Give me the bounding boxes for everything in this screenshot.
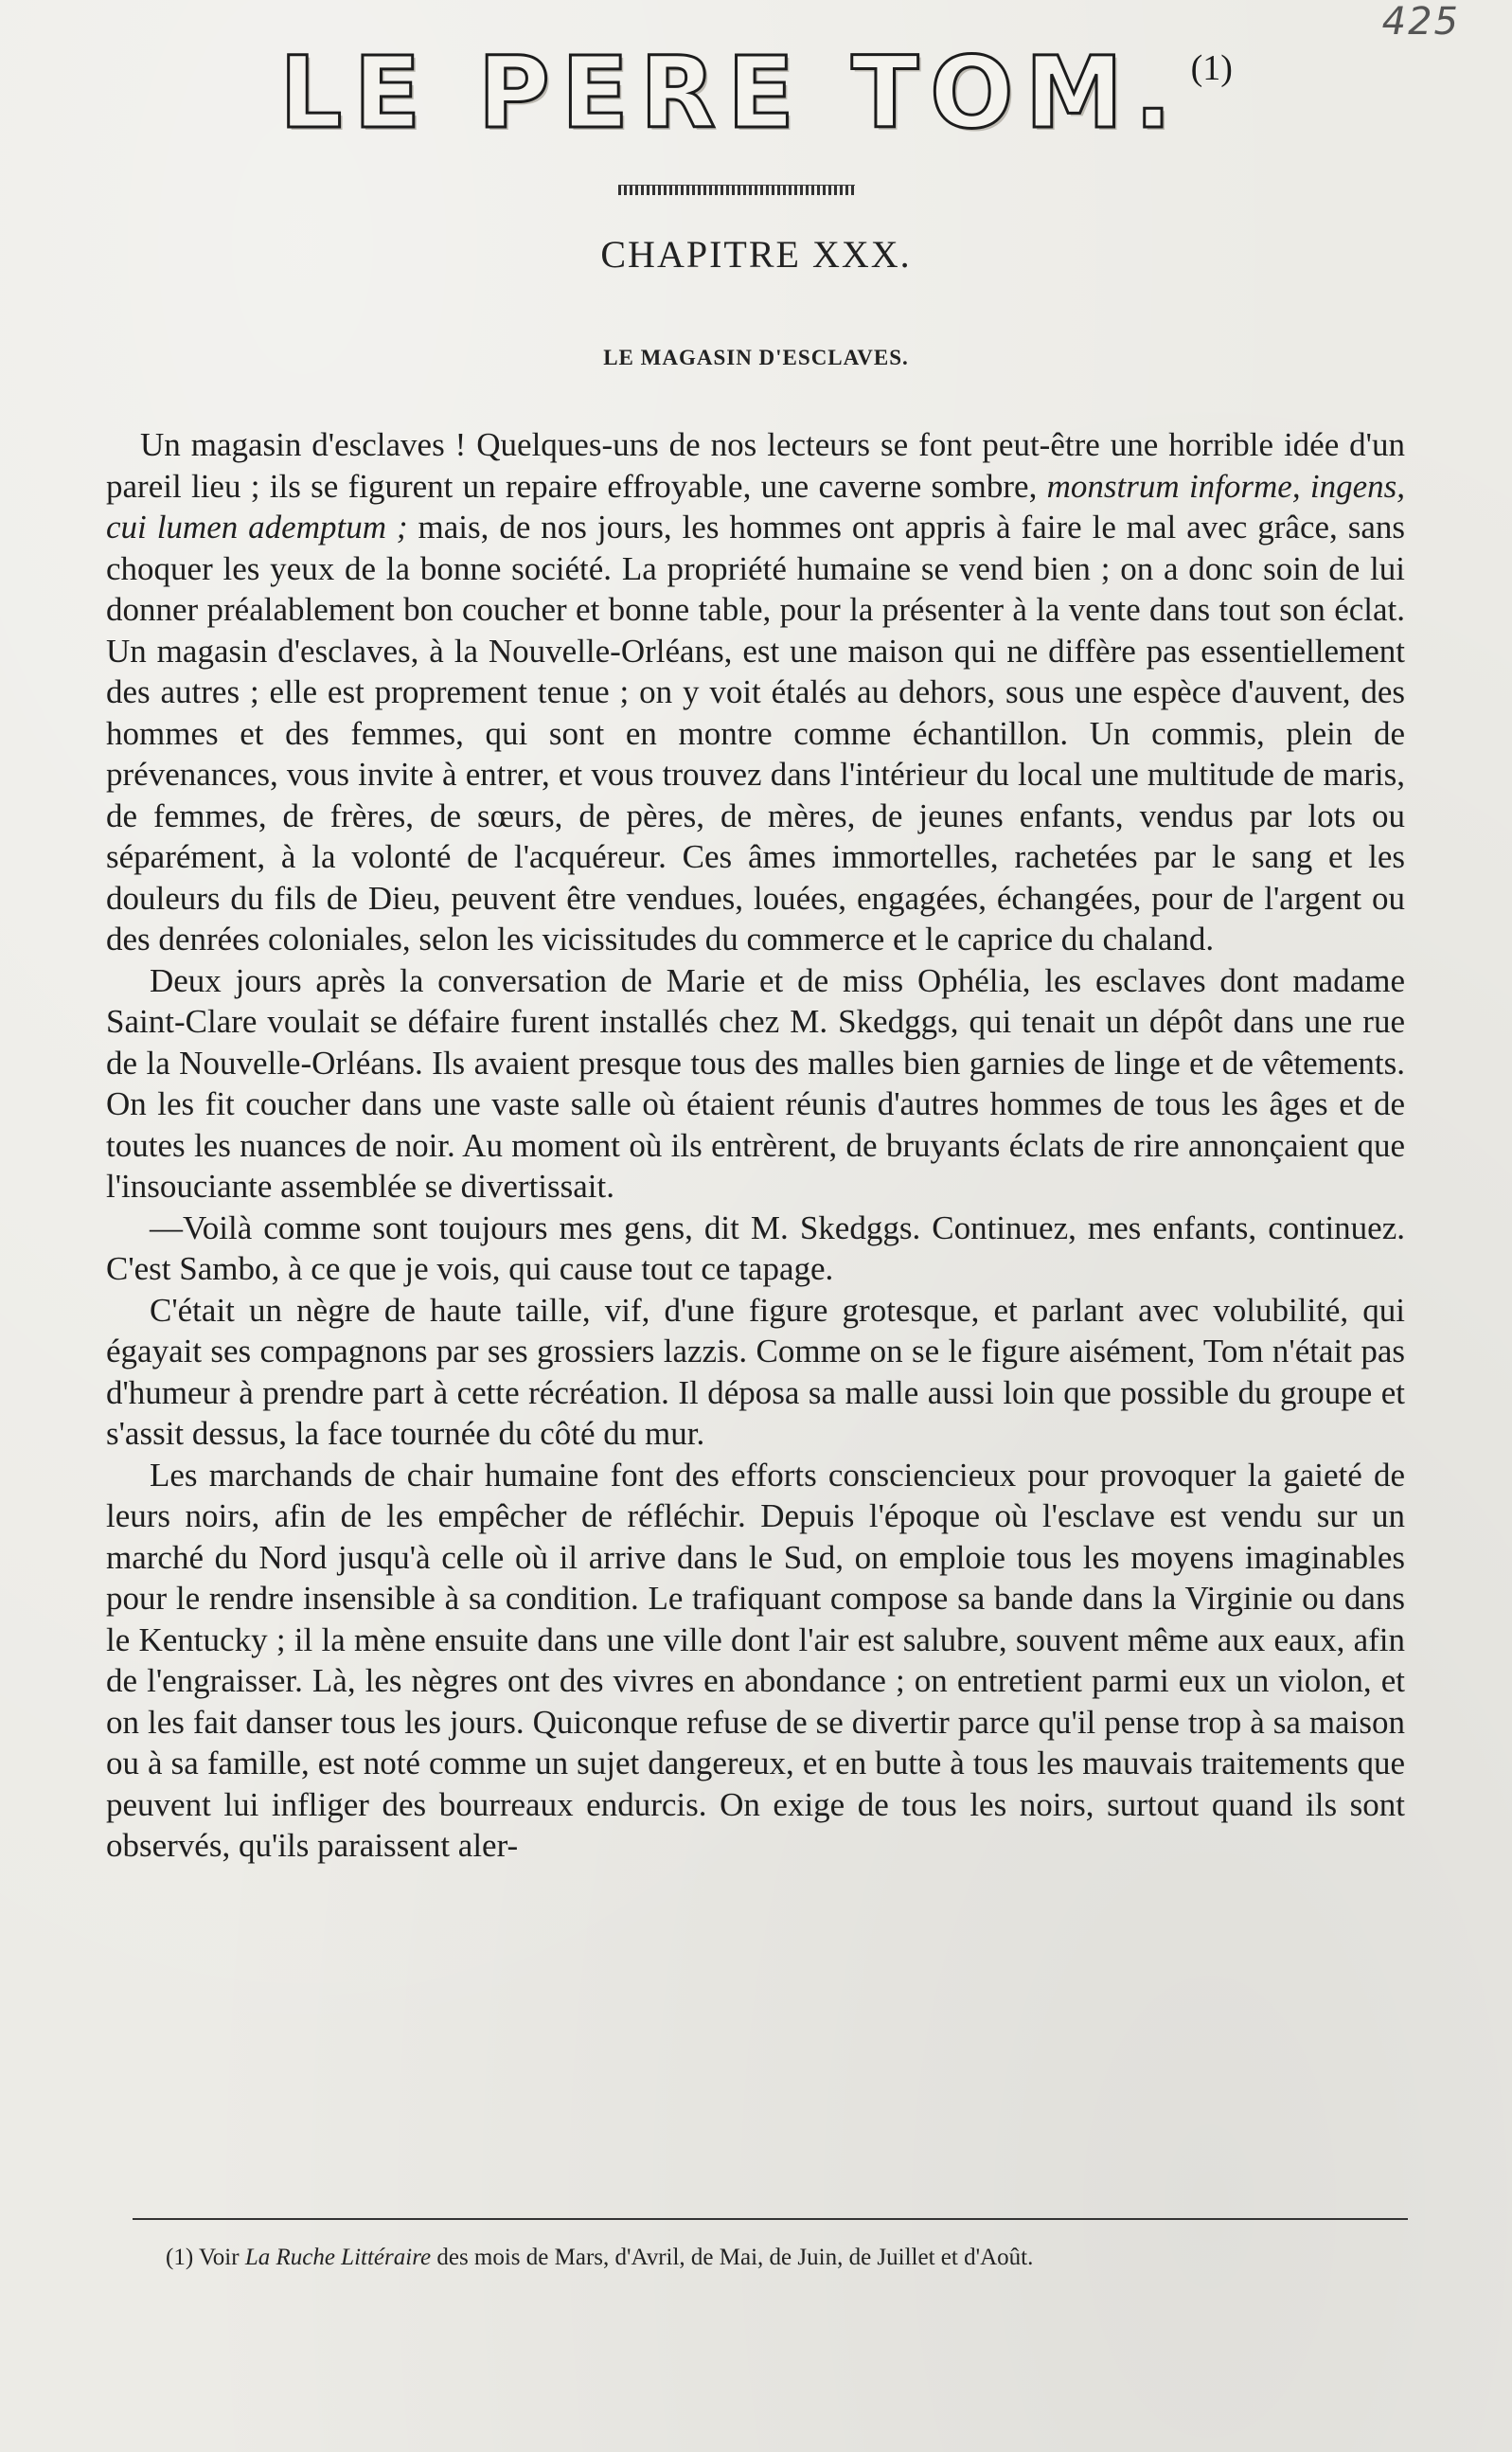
body-text (106, 424, 1405, 1867)
page-title: LE PERE TOM. (279, 35, 1183, 151)
paragraph-text: mais, de nos jours, les hommes ont appris à faire le mal avec grâce, sans choquer les yeux de la bonne société. La propriété humaine se vend bien ; on a donc soin de lui donner préalablement bon coucher et bonne table, pour la présenter à la vente dans tout son éclat. Un magasin d'esclaves, à la Nouvelle-Orléans, est une maison qui ne diffère pas essentiellement des autres ; elle est proprement tenue ; on y voit étalés au dehors, sous une espèce d'auvent, des hommes et des femmes, qui sont en montre comme échantillon. Un commis, plein de prévenances, vous invite à entrer, et vous trouvez dans l'intérieur du local une multitude de maris, de femmes, de frères, de sœurs, de pères, de mères, de jeunes enfants, vendus par lots ou séparément, à la volonté de l'acquéreur. Ces âmes immortelles, rachetées par le sang et les douleurs du fils de Dieu, peuvent être vendues, louées, engagées, échangées, pour de l'argent ou des denrées coloniales, selon les vicissitudes du commerce et le caprice du chaland. (106, 509, 1405, 958)
chapter-heading: CHAPITRE XXX. (600, 233, 912, 276)
decorative-rule (618, 185, 855, 195)
footnote-divider (133, 2218, 1408, 2220)
footnote-suffix: des mois de Mars, d'Avril, de Mai, de Juin, de Juillet et d'Août. (431, 2245, 1034, 2270)
paragraph-text: Un magasin d'esclaves ! Quelques-uns de nos lecteurs se font peut-être une horrible idée d'un pareil lieu ; ils se figurent un repaire effroyable, une caverne sombre, (106, 426, 1405, 505)
page-number: 425 (1381, 0, 1460, 44)
title-footnote-marker: (1) (1190, 48, 1233, 88)
paragraph: Deux jours après la conversation de Marie et de miss Ophélia, les esclaves dont madame Saint-Clare voulait se défaire furent installés chez M. Skedggs, qui tenait un dépôt dans une rue de la Nouvelle-Orléans. Ils avaient presque tous des malles bien garnies de linge et de vêtements. On les fit coucher dans une vaste salle où étaient réunis d'autres hommes de tous les âges et de toutes les nuances de noir. Au moment où ils entrèrent, de bruyants éclats de rire annonçaient que l'insouciante assemblée se divertissait. (106, 961, 1405, 1205)
footnote (166, 2245, 1425, 2271)
paragraph (106, 424, 1405, 960)
footnote-publication: La Ruche Littéraire (244, 2245, 432, 2270)
latin-quote: monstrum informe, ingens, cui lumen ademptum ; (106, 467, 1405, 546)
chapter-subtitle: LE MAGASIN D'ESCLAVES. (603, 346, 909, 369)
paragraph: Les marchands de chair humaine font des efforts consciencieux pour provoquer la gaieté de leurs noirs, afin de les empêcher de réfléchir. Depuis l'époque où l'esclave est vendu sur un marché du Nord jusqu'à celle où il arrive dans le Sud, on emploie tous les moyens imaginables pour le rendre insensible à sa condition. Le trafiquant compose sa bande dans la Virginie ou dans le Kentucky ; il la mène ensuite dans une ville dont l'air est salubre, souvent même aux eaux, afin de l'engraisser. Là, les nègres ont des vivres en abondance ; on entretient parmi eux un violon, et on les fait danser tous les jours. Quiconque refuse de se divertir parce qu'il pense trop à sa maison ou à sa famille, est noté comme un sujet dangereux, et en butte à tous les mauvais traitements que peuvent lui infliger des bourreaux endurcis. On exige de tous les noirs, surtout quand ils sont observés, qu'ils paraissent aler- (106, 1456, 1405, 1864)
paragraph: C'était un nègre de haute taille, vif, d'une figure grotesque, et parlant avec volubilité, qui égayait ses compagnons par ses grossiers lazzis. Comme on se le figure aisément, Tom n'était pas d'humeur à prendre part à cette récréation. Il déposa sa malle aussi loin que possible du groupe et s'assit dessus, la face tournée du côté du mur. (106, 1291, 1405, 1452)
footnote-prefix: (1) Voir (166, 2245, 245, 2270)
paragraph: —Voilà comme sont toujours mes gens, dit M. Skedggs. Continuez, mes enfants, continuez. C'est Sambo, à ce que je vois, qui cause tout ce tapage. (106, 1208, 1405, 1287)
title-block (0, 36, 1512, 150)
